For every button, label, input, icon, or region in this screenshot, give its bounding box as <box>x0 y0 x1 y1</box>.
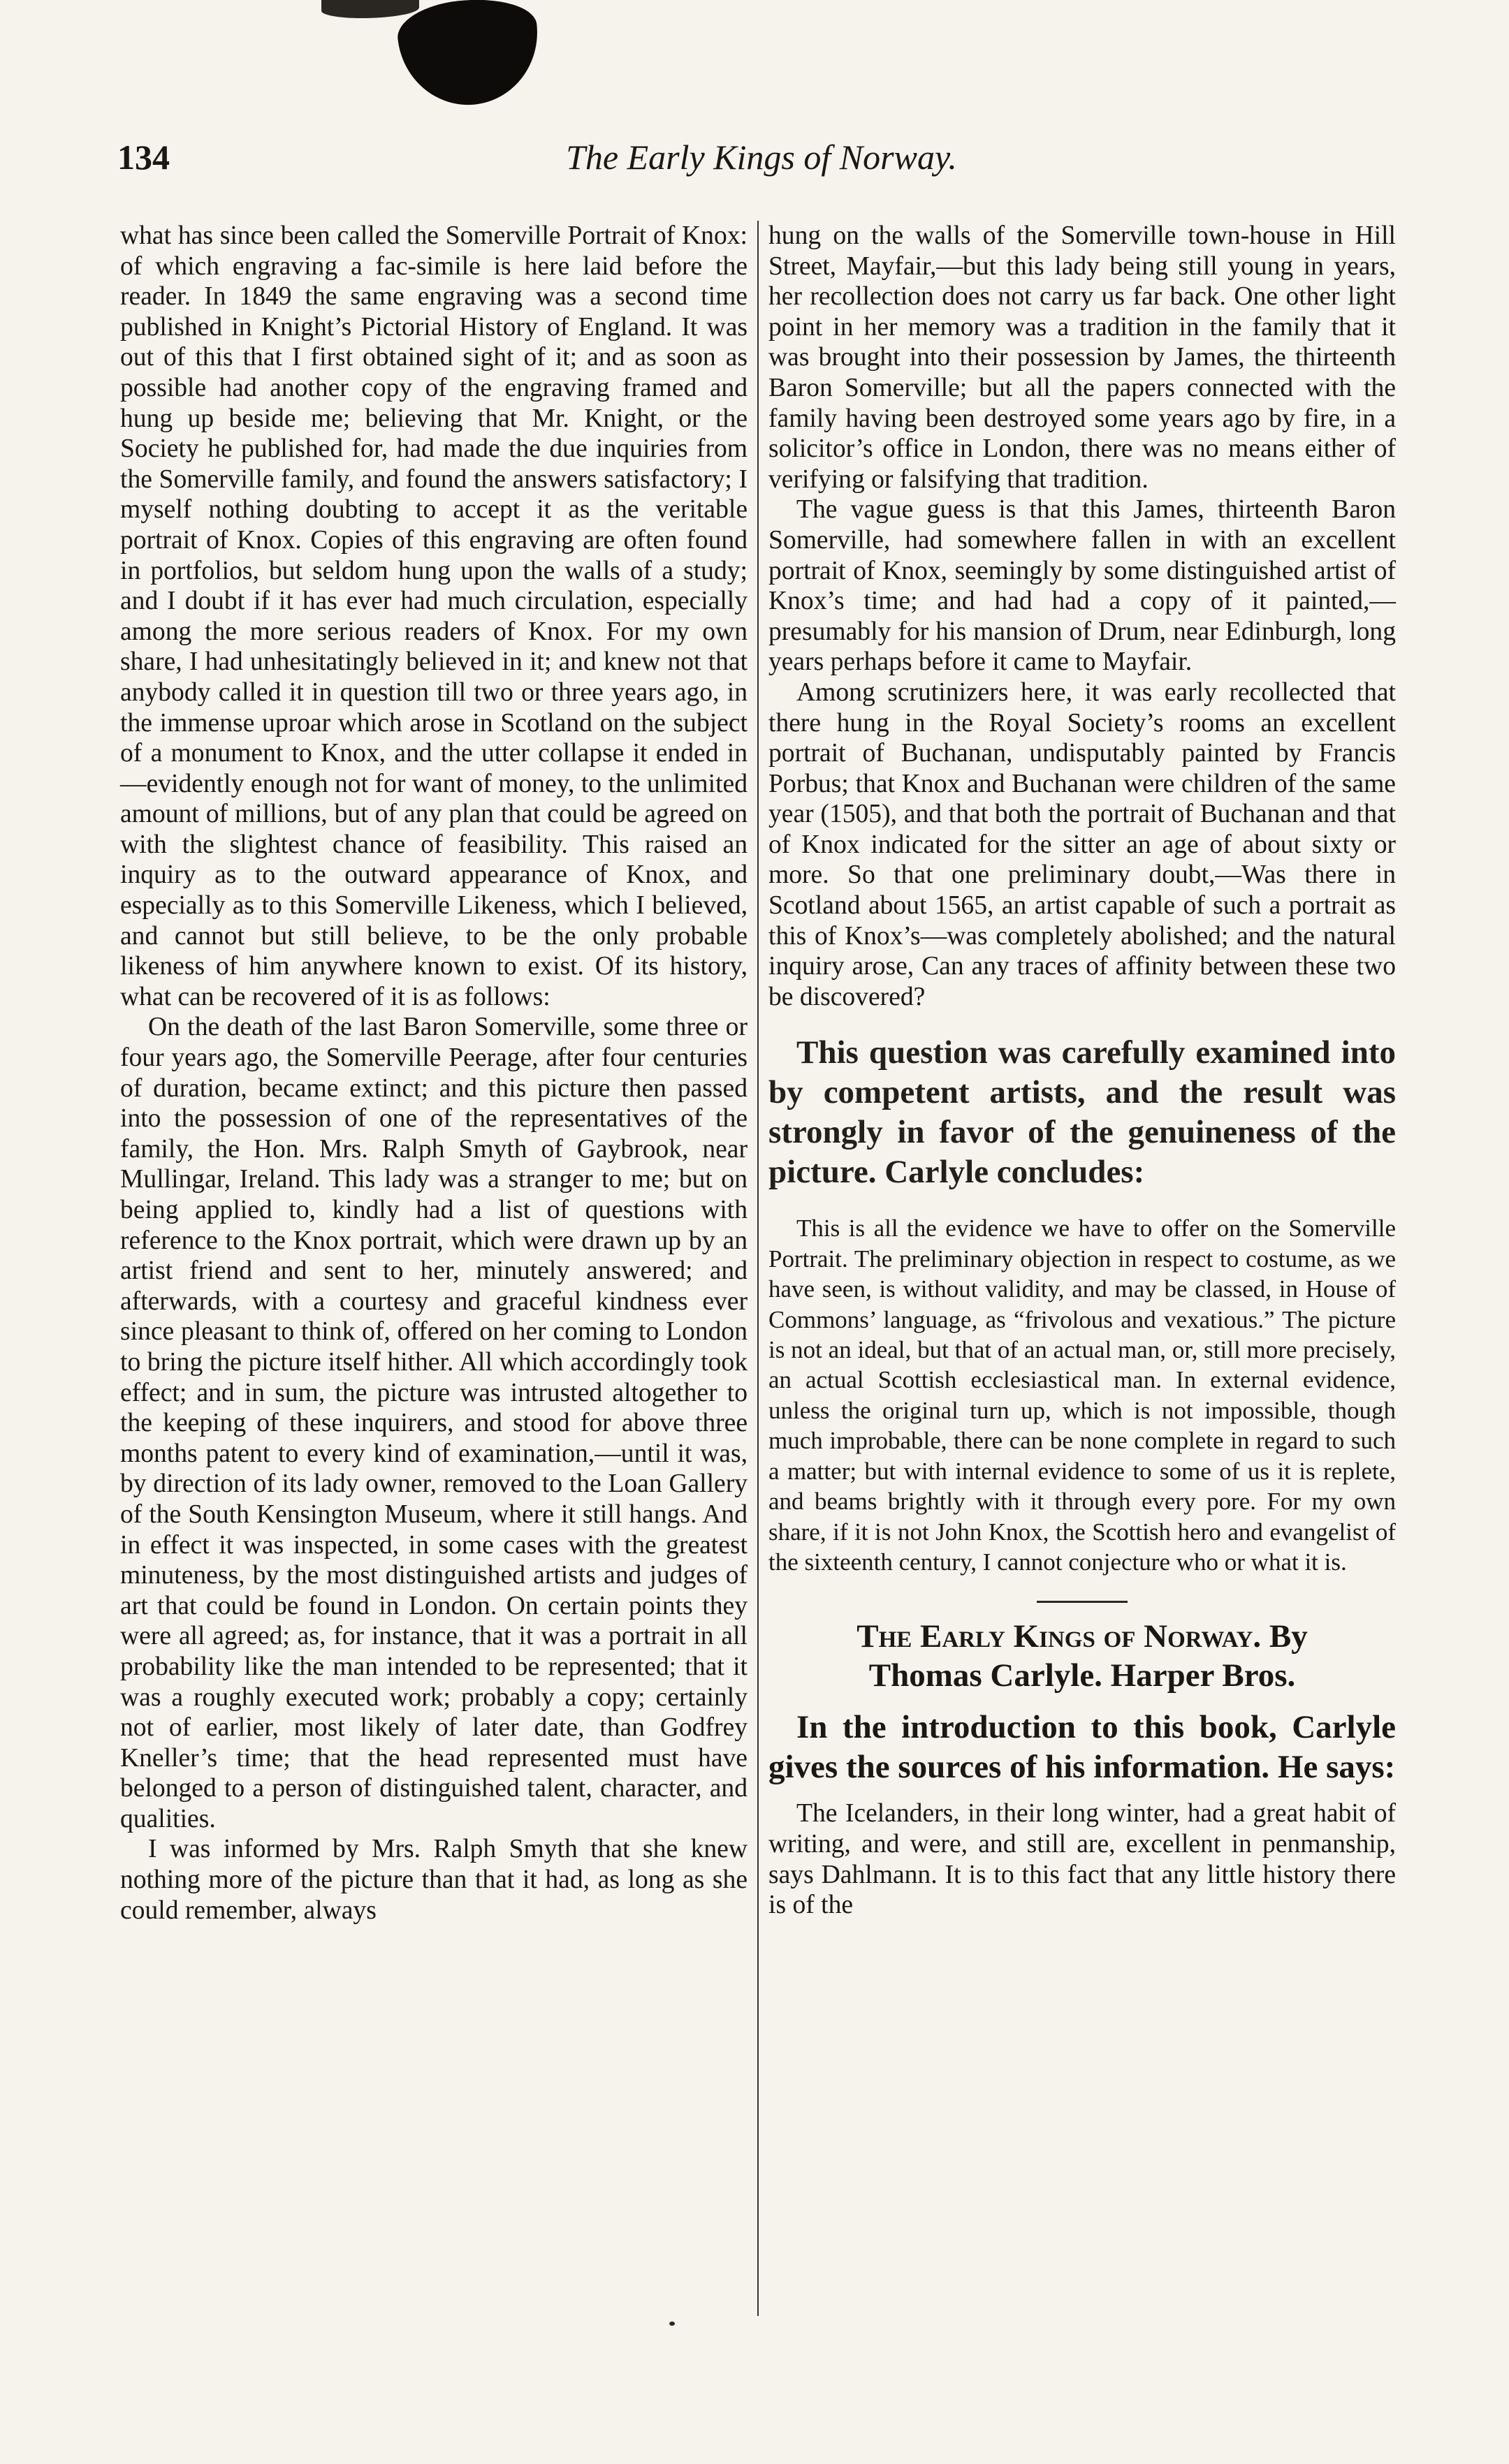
ink-speck <box>669 2322 675 2326</box>
paragraph: The vague guess is that this James, thirteenth Baron Somerville, had somewhere fallen in with an excellent portrait of Knox, seemingly by some distinguished artist of Knox’s time; and had had a copy of it painted,—presumably for his mansion of Drum, near Edinburgh, long years perhaps before it came to Mayfair. <box>768 495 1396 677</box>
page-header <box>117 137 1406 186</box>
editorial-note: This question was carefully examined into by competent artists, and the result was strongly in favor of the genuineness of the picture. Carlyle concludes: <box>768 1034 1396 1191</box>
section-divider <box>1037 1601 1128 1603</box>
book-by: By <box>1269 1618 1308 1655</box>
ink-smudge <box>321 0 419 18</box>
left-column <box>120 221 748 1926</box>
right-column <box>768 221 1396 1921</box>
review-intro: In the introduction to this book, Carlyle gives the sources of his information. He says: <box>768 1709 1396 1786</box>
carlyle-quote: This is all the evidence we have to offer on the Somerville Portrait. The preliminary objection in respect to costume, as we have seen, is without validity, and may be classed, in House of Commons’ language, as “frivolous and vexatious.” The picture is not an ideal, but that of an actual man, or, still more precisely, an actual Scottish ecclesiastical man. In external evidence, unless the original turn up, which is not impossible, though much improbable, there can be none complete in regard to such a matter; but with internal evidence to some of us it is replete, and beams brightly with it through every pore. For my own share, if it is not John Knox, the Scottish hero and evangelist of the sixteenth century, I cannot conjecture who or what it is. <box>768 1215 1396 1576</box>
paragraph: Among scrutinizers here, it was early recollected that there hung in the Royal Society’s rooms an excellent portrait of Buchanan, undisputably painted by Francis Porbus; that Knox and Buchanan were children of the same year (1505), and that both the portrait of Buchanan and that of Knox indicated for the sitter an age of about sixty or more. So that one preliminary doubt,—Was there in Scotland about 1565, an artist capable of such a portrait as this of Knox’s—was completely abolished; and the natural inquiry arose, Can any traces of affinity between these two be discovered? <box>768 677 1396 1011</box>
paragraph: what has since been called the Somerville Portrait of Knox: of which engraving a fac-simile is here laid before the reader. In 1849 the same engraving was a second time published in Knight’s Pictorial History of England. It was out of this that I first obtained sight of it; and as soon as possible had another copy of the engraving framed and hung up beside me; believing that Mr. Knight, or the Society he published for, had made the due inquiries from the Somerville family, and found the answers satisfactory; I myself nothing doubting to accept it as the veritable portrait of Knox. Copies of this engraving are often found in portfolios, but seldom hung upon the walls of a study; and I doubt if it has ever had much circulation, especially among the more serious readers of Knox. For my own share, I had unhesitatingly believed in it; and knew not that anybody called it in question till two or three years ago, in the immense uproar which arose in Scotland on the subject of a monument to Knox, and the utter collapse it ended in—evidently enough not for want of money, to the unlimited amount of millions, but of any plan that could be agreed on with the slightest chance of feasibility. This raised an inquiry as to the outward appearance of Knox, and especially as to this Somerville Likeness, which I believed, and cannot but still believe, to be the only probable likeness of him anywhere known to exist. Of its history, what can be recovered of it is as follows: <box>120 221 748 1011</box>
column-rule <box>757 221 759 2316</box>
page-number: 134 <box>117 138 170 177</box>
paragraph: I was informed by Mrs. Ralph Smyth that she knew nothing more of the picture than that it had, as long as she could remember, always <box>120 1835 748 1925</box>
paragraph: On the death of the last Baron Somerville, some three or four years ago, the Somerville Peerage, after four centuries of duration, became extinct; and this picture then passed into the possession of one of the representatives of the family, the Hon. Mrs. Ralph Smyth of Gaybrook, near Mullingar, Ireland. This lady was a stranger to me; but on being applied to, kindly had a list of questions with reference to the Knox portrait, which were drawn up by an artist friend and sent to her, minutely answered; and afterwards, with a courtesy and graceful kindness ever since pleasant to think of, offered on her coming to London to bring the picture itself hither. All which accordingly took effect; and in sum, the picture was intrusted altogether to the keeping of these inquirers, and stood for above three months patent to every kind of examination,—until it was, by direction of its lady owner, removed to the Loan Gallery of the South Kensington Museum, where it still hangs. And in effect it was inspected, in some cases with the greatest minuteness, by the most distinguished artists and judges of art that could be found in London. On certain points they were all agreed; as, for instance, that it was a portrait in all probability like the man intended to be represented; that it was a roughly executed work; probably a copy; certainly not of earlier, most likely of later date, than Godfrey Kneller’s time; that the head represented must have belonged to a person of distinguished talent, character, and qualities. <box>120 1013 748 1833</box>
book-review-heading <box>768 1617 1396 1695</box>
ink-blot <box>395 0 545 112</box>
book-title: The Early Kings of Norway. <box>856 1618 1262 1655</box>
paragraph: The Icelanders, in their long winter, had a great habit of writing, and were, and still are, excellent in penmanship, says Dahlmann. It is to this fact that any little history there is of the <box>768 1799 1396 1920</box>
book-author-publisher: Thomas Carlyle. Harper Bros. <box>868 1657 1296 1694</box>
paragraph: hung on the walls of the Somerville town-house in Hill Street, Mayfair,—but this lady being still young in years, her recollection does not carry us far back. One other light point in her memory was a tradition in the family that it was brought into their possession by James, the thirteenth Baron Somerville; but all the papers connected with the family having been destroyed some years ago by fire, in a solicitor’s office in London, there was no means either of verifying or falsifying that tradition. <box>768 221 1396 494</box>
running-title: The Early Kings of Norway. <box>566 138 957 177</box>
